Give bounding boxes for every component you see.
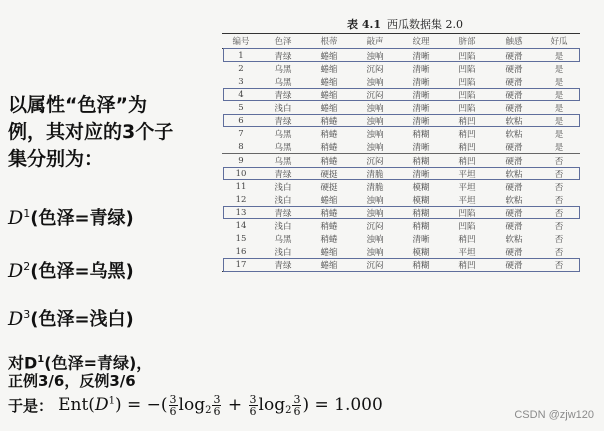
table-cell: 清晰 xyxy=(412,103,430,114)
subset-d3-label: (色泽=浅白) xyxy=(30,309,134,330)
row-highlight-box xyxy=(223,206,580,219)
table-cell: 是 xyxy=(554,103,564,114)
table-header-cell: 编号 xyxy=(222,34,260,49)
table-cell: 稍蜷 xyxy=(306,154,352,168)
table-cell: 是 xyxy=(554,116,564,127)
table-cell: 17 xyxy=(222,258,260,272)
table-cell: 是 xyxy=(554,64,564,75)
analysis-line-2: 正例3/6，反例3/6 xyxy=(8,372,136,391)
table-caption-title: 西瓜数据集 2.0 xyxy=(386,18,463,31)
formula-log-2: log xyxy=(258,395,286,415)
table-cell: 硬滑 xyxy=(490,258,538,272)
table-cell: 凹陷 xyxy=(458,64,476,75)
table-cell: 软粘 xyxy=(505,116,523,127)
table-cell: 蜷缩 xyxy=(320,90,338,101)
row-highlight-box xyxy=(223,258,580,272)
fraction-3 xyxy=(249,394,258,417)
table-cell: 是 xyxy=(554,51,564,62)
row-highlight-box xyxy=(223,88,580,101)
table-cell: 浊响 xyxy=(366,51,384,62)
analysis-line-1-sup: 1 xyxy=(37,354,45,365)
table-cell: 是 xyxy=(554,142,564,153)
analysis-text xyxy=(8,350,152,391)
analysis-line-1 xyxy=(8,350,152,372)
table-header-cell: 脐部 xyxy=(444,34,490,49)
table-cell: 青绿 xyxy=(274,169,292,180)
table-cell: 稍凹 xyxy=(458,116,476,127)
table-header-cell: 敲声 xyxy=(352,34,398,49)
subset-d2-label: (色泽=乌黑) xyxy=(30,261,134,282)
table-cell: 硬滑 xyxy=(505,208,523,219)
table-cell: 硬滑 xyxy=(505,77,523,88)
subset-d2 xyxy=(8,257,134,283)
table-cell: 浊响 xyxy=(366,103,384,114)
subset-d3-sup: 3 xyxy=(23,308,31,321)
subset-d1-symbol: D xyxy=(8,207,24,229)
table-cell: 清晰 xyxy=(412,51,430,62)
table-cell: 硬滑 xyxy=(505,90,523,101)
formula-log-1: log xyxy=(178,395,206,415)
table-cell: 稍蜷 xyxy=(320,208,338,219)
table-cell: 凹陷 xyxy=(458,208,476,219)
fraction-2 xyxy=(212,394,221,417)
table-cell: 是 xyxy=(554,129,564,140)
fraction-2-den: 6 xyxy=(213,405,221,418)
table-cell: 蜷缩 xyxy=(320,195,338,206)
table-header-cell: 根蒂 xyxy=(306,34,352,49)
table-cell: 凹陷 xyxy=(458,103,476,114)
table-cell: 否 xyxy=(538,258,580,272)
watermark: CSDN @zjw120 xyxy=(514,409,594,421)
table-cell: 浊响 xyxy=(366,116,384,127)
table-cell: 稍糊 xyxy=(398,258,444,272)
table-cell: 稍凹 xyxy=(458,234,476,245)
formula-lead: 于是： xyxy=(8,397,54,415)
table-cell: 清晰 xyxy=(412,77,430,88)
table-row xyxy=(222,245,580,258)
table-cell: 稍糊 xyxy=(398,154,444,168)
table-cell: 硬滑 xyxy=(505,103,523,114)
table-cell: 沉闷 xyxy=(366,221,384,232)
table-cell: 浅白 xyxy=(274,182,292,193)
table-row xyxy=(222,193,580,206)
table-cell: 蜷缩 xyxy=(320,247,338,258)
formula-result: ) = 1.000 xyxy=(302,395,383,415)
table-cell: 硬挺 xyxy=(320,169,338,180)
table-header-row xyxy=(222,34,580,49)
table-row xyxy=(222,140,580,154)
subset-d1-sup: 1 xyxy=(23,207,31,220)
fraction-1-den: 6 xyxy=(169,405,177,418)
table-cell: 否 xyxy=(554,208,564,219)
table-cell: 12 xyxy=(235,194,247,205)
table-cell: 10 xyxy=(235,168,247,179)
table-cell: 浅白 xyxy=(274,221,292,232)
table-cell: 稍蜷 xyxy=(320,129,338,140)
table-cell: 凹陷 xyxy=(458,77,476,88)
formula-ent: Ent( xyxy=(58,395,95,415)
table-cell: 15 xyxy=(235,233,247,244)
table-cell: 13 xyxy=(235,207,247,218)
table-cell: 浊响 xyxy=(366,195,384,206)
table-cell: 7 xyxy=(238,128,244,139)
fraction-3-num: 3 xyxy=(249,393,257,406)
table-cell: 浊响 xyxy=(366,234,384,245)
table-cell: 浊响 xyxy=(366,142,384,153)
table-cell: 蜷缩 xyxy=(306,258,352,272)
table-cell: 清晰 xyxy=(412,90,430,101)
table-cell: 14 xyxy=(235,220,247,231)
table-cell: 沉闷 xyxy=(366,90,384,101)
table-cell: 浊响 xyxy=(366,208,384,219)
table-cell: 沉闷 xyxy=(352,154,398,168)
table-cell: 5 xyxy=(238,102,244,113)
table-cell: 稍糊 xyxy=(412,129,430,140)
table-row xyxy=(222,75,580,88)
intro-line-2: 例，其对应的3个子 xyxy=(8,121,174,143)
table-cell: 稍凹 xyxy=(444,258,490,272)
table-cell: 乌黑 xyxy=(274,77,292,88)
table-cell: 稍凹 xyxy=(458,142,476,153)
table-header-cell: 纹理 xyxy=(398,34,444,49)
table-cell: 否 xyxy=(554,247,564,258)
table-cell: 浊响 xyxy=(366,129,384,140)
table-cell: 是 xyxy=(554,77,564,88)
analysis-line-1-prefix: 对D xyxy=(8,353,38,373)
table-cell: 否 xyxy=(554,169,564,180)
table-cell: 浊响 xyxy=(366,77,384,88)
table-cell: 青绿 xyxy=(274,51,292,62)
table-cell: 4 xyxy=(238,89,244,100)
table-header-cell: 色泽 xyxy=(260,34,306,49)
formula-log-2-base: 2 xyxy=(285,405,292,416)
table-cell: 清晰 xyxy=(412,142,430,153)
table-cell: 11 xyxy=(235,181,247,192)
table-cell: 青绿 xyxy=(260,258,306,272)
table-cell: 浅白 xyxy=(274,195,292,206)
table-cell: 否 xyxy=(554,182,564,193)
table-cell: 硬滑 xyxy=(505,51,523,62)
table-cell: 沉闷 xyxy=(366,64,384,75)
table-cell: 浊响 xyxy=(366,247,384,258)
intro-text xyxy=(8,92,173,173)
entropy-formula xyxy=(58,393,383,418)
table-cell: 蜷缩 xyxy=(320,77,338,88)
table-cell: 稍凹 xyxy=(444,154,490,168)
table-cell: 清脆 xyxy=(366,182,384,193)
table-cell: 浅白 xyxy=(274,247,292,258)
table-cell: 沉闷 xyxy=(352,258,398,272)
row-highlight-box xyxy=(223,48,580,62)
table-cell: 清晰 xyxy=(412,169,430,180)
table-cell: 硬滑 xyxy=(505,221,523,232)
table-header-cell: 触感 xyxy=(490,34,538,49)
table-cell: 模糊 xyxy=(412,247,430,258)
table-cell: 硬滑 xyxy=(505,182,523,193)
table-cell: 凹陷 xyxy=(458,51,476,62)
table-cell: 乌黑 xyxy=(260,154,306,168)
table-cell: 否 xyxy=(538,154,580,168)
table-cell: 青绿 xyxy=(274,208,292,219)
table-row xyxy=(222,219,580,232)
table-cell: 乌黑 xyxy=(274,64,292,75)
table-cell: 平坦 xyxy=(458,247,476,258)
table-cell: 平坦 xyxy=(458,169,476,180)
table-cell: 软粘 xyxy=(505,234,523,245)
table-cell: 否 xyxy=(554,234,564,245)
subset-d2-symbol: D xyxy=(8,260,24,282)
subset-d2-sup: 2 xyxy=(23,260,31,273)
table-cell: 乌黑 xyxy=(274,142,292,153)
intro-line-3: 集分别为： xyxy=(8,148,104,170)
table-cell: 稍蜷 xyxy=(320,234,338,245)
table-cell: 2 xyxy=(238,63,244,74)
table-cell: 清晰 xyxy=(412,116,430,127)
table-cell: 软粘 xyxy=(505,169,523,180)
table-cell: 8 xyxy=(238,141,244,152)
formula-eq: ) = −( xyxy=(114,395,168,415)
table-row xyxy=(222,62,580,75)
subset-d3-symbol: D xyxy=(8,308,24,330)
table-cell: 青绿 xyxy=(274,116,292,127)
table-cell: 硬滑 xyxy=(505,247,523,258)
table-row xyxy=(222,127,580,140)
table-cell: 软粘 xyxy=(505,129,523,140)
table-cell: 清晰 xyxy=(412,234,430,245)
table-cell: 平坦 xyxy=(458,182,476,193)
subset-d1 xyxy=(8,204,134,230)
table-cell: 凹陷 xyxy=(458,221,476,232)
table-cell: 6 xyxy=(238,115,244,126)
table-cell: 稍糊 xyxy=(412,208,430,219)
subset-d1-label: (色泽=青绿) xyxy=(30,208,134,229)
table-cell: 清脆 xyxy=(366,169,384,180)
table-cell: 乌黑 xyxy=(274,234,292,245)
table-cell: 16 xyxy=(235,246,247,257)
formula-d: D xyxy=(94,395,109,415)
watermelon-dataset-table xyxy=(222,33,580,272)
table-cell: 蜷缩 xyxy=(320,103,338,114)
table-caption-label: 表 4.1 xyxy=(347,18,381,31)
intro-line-1: 以属性“色泽”为 xyxy=(8,94,147,116)
formula-plus: + xyxy=(222,395,248,415)
table-cell: 模糊 xyxy=(412,182,430,193)
table-row xyxy=(222,180,580,193)
table-row xyxy=(222,154,580,168)
entropy-formula-row xyxy=(8,394,383,417)
table-cell: 3 xyxy=(238,76,244,87)
table-row xyxy=(222,232,580,245)
fraction-2-num: 3 xyxy=(213,393,221,406)
subset-d3 xyxy=(8,305,134,331)
table-cell: 稍凹 xyxy=(458,129,476,140)
table-cell: 蜷缩 xyxy=(320,64,338,75)
table-cell: 清晰 xyxy=(412,64,430,75)
table-cell: 稍糊 xyxy=(412,221,430,232)
fraction-1-num: 3 xyxy=(169,393,177,406)
table-header-cell: 好瓜 xyxy=(538,34,580,49)
table-cell: 稍蜷 xyxy=(320,142,338,153)
table-cell: 浅白 xyxy=(274,103,292,114)
row-highlight-box xyxy=(223,114,580,127)
table-cell: 乌黑 xyxy=(274,129,292,140)
table-cell: 青绿 xyxy=(274,90,292,101)
table-cell: 蜷缩 xyxy=(320,51,338,62)
fraction-1 xyxy=(169,394,178,417)
table-cell: 硬挺 xyxy=(320,182,338,193)
table-caption xyxy=(225,16,585,32)
table-cell: 硬滑 xyxy=(505,64,523,75)
table-cell: 硬滑 xyxy=(505,142,523,153)
table-row xyxy=(222,101,580,114)
table-cell: 平坦 xyxy=(458,195,476,206)
fraction-4-den: 6 xyxy=(293,405,301,418)
fraction-4-num: 3 xyxy=(293,393,301,406)
table-cell: 凹陷 xyxy=(458,90,476,101)
table-cell: 软粘 xyxy=(505,195,523,206)
table-cell: 硬滑 xyxy=(490,154,538,168)
table-cell: 模糊 xyxy=(412,195,430,206)
table-cell: 9 xyxy=(222,154,260,168)
fraction-3-den: 6 xyxy=(249,405,257,418)
table-cell: 否 xyxy=(554,221,564,232)
fraction-4 xyxy=(292,394,301,417)
table-cell: 是 xyxy=(554,90,564,101)
table-cell: 否 xyxy=(554,195,564,206)
table-body xyxy=(222,49,580,272)
formula-log-1-base: 2 xyxy=(205,405,212,416)
analysis-line-1-suffix: (色泽=青绿)， xyxy=(44,353,153,373)
row-highlight-box xyxy=(223,167,580,180)
table-cell: 稍蜷 xyxy=(320,221,338,232)
table-cell: 稍蜷 xyxy=(320,116,338,127)
table-cell: 1 xyxy=(238,50,244,61)
formula-sup: 1 xyxy=(108,395,115,407)
